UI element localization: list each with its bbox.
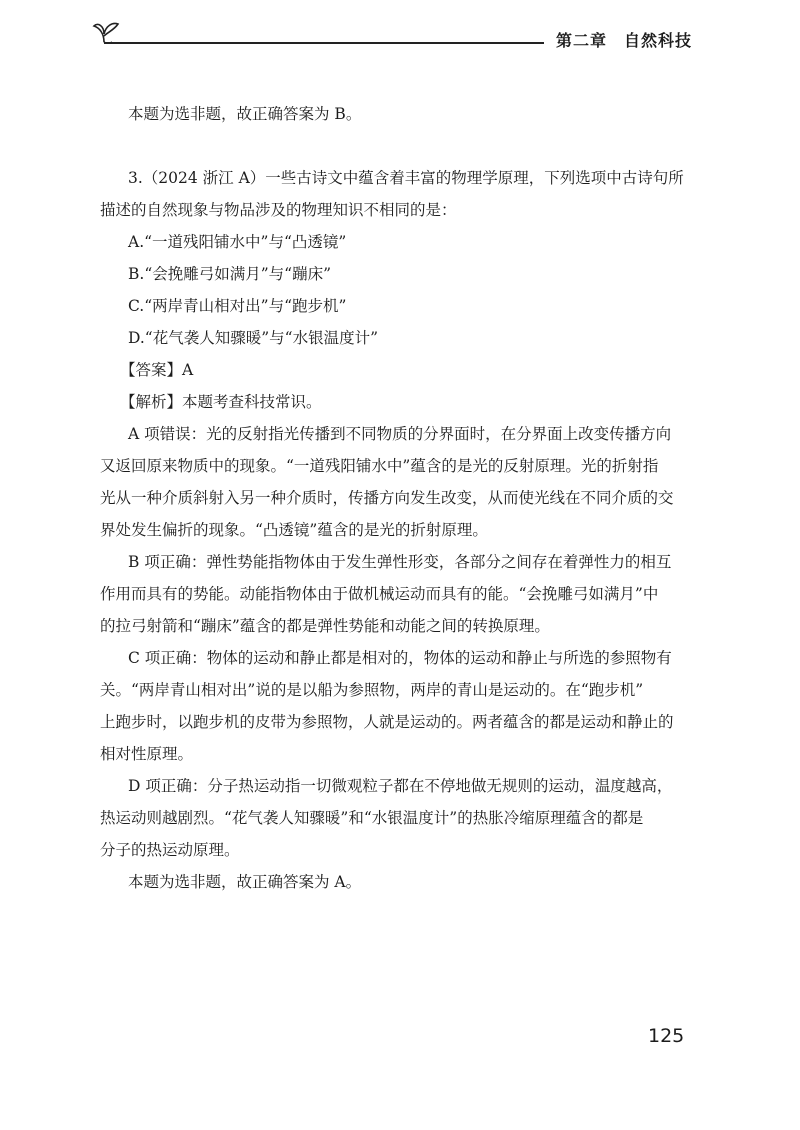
paragraph-b-line: 的拉弓射箭和“蹦床”蕴含的都是弹性势能和动能之间的转换原理。	[100, 617, 550, 635]
option-a: A.“一道残阳铺水中”与“凸透镜”	[128, 233, 347, 251]
option-c: C.“两岸青山相对出”与“跑步机”	[128, 297, 347, 315]
paragraph-b-line: B 项正确：弹性势能指物体由于发生弹性形变，各部分之间存在着弹性力的相互	[128, 553, 672, 571]
option-d: D.“花气袭人知骤暖”与“水银温度计”	[128, 329, 378, 347]
header-rule	[104, 42, 544, 44]
question-line: 3.（2024 浙江 A）一些古诗文中蕴含着丰富的物理学原理，下列选项中古诗句所	[128, 169, 684, 187]
intro-line: 本题为选非题，故正确答案为 B。	[128, 105, 362, 123]
paragraph-a-line: A 项错误：光的反射指光传播到不同物质的分界面时，在分界面上改变传播方向	[128, 425, 672, 443]
page-number: 125	[648, 1025, 685, 1047]
page-header	[0, 0, 800, 60]
paragraph-c-line: C 项正确：物体的运动和静止都是相对的，物体的运动和静止与所选的参照物有	[128, 649, 672, 667]
paragraph-b-line: 作用而具有的势能。动能指物体由于做机械运动而具有的能。“会挽雕弓如满月”中	[100, 585, 659, 603]
paragraph-c-line: 关。“两岸青山相对出”说的是以船为参照物，两岸的青山是运动的。在“跑步机”	[100, 681, 644, 699]
paragraph-c-line: 上跑步时，以跑步机的皮带为参照物，人就是运动的。两者蕴含的都是运动和静止的	[100, 713, 674, 731]
leaf-icon	[90, 14, 126, 44]
paragraph-a-line: 界处发生偏折的现象。“凸透镜”蕴含的是光的折射原理。	[100, 521, 488, 539]
paragraph-d-line: 热运动则越剧烈。“花气袭人知骤暖”和“水银温度计”的热胀冷缩原理蕴含的都是	[100, 809, 644, 827]
paragraph-a-line: 又返回原来物质中的现象。“一道残阳铺水中”蕴含的是光的反射原理。光的折射指	[100, 457, 659, 475]
paragraph-c-line: 相对性原理。	[100, 745, 194, 763]
answer-line: 【答案】A	[120, 361, 194, 379]
conclusion-line: 本题为选非题，故正确答案为 A。	[128, 873, 362, 891]
paragraph-a-line: 光从一种介质斜射入另一种介质时，传播方向发生改变，从而使光线在不同介质的交	[100, 489, 674, 507]
option-b: B.“会挽雕弓如满月”与“蹦床”	[128, 265, 332, 283]
chapter-title: 第二章 自然科技	[556, 31, 693, 50]
paragraph-d-line: 分子的热运动原理。	[100, 841, 240, 859]
analysis-line: 【解析】本题考查科技常识。	[120, 393, 322, 411]
paragraph-d-line: D 项正确：分子热运动指一切微观粒子都在不停地做无规则的运动，温度越高，	[128, 777, 673, 795]
question-line: 描述的自然现象与物品涉及的物理知识不相同的是：	[100, 201, 457, 219]
